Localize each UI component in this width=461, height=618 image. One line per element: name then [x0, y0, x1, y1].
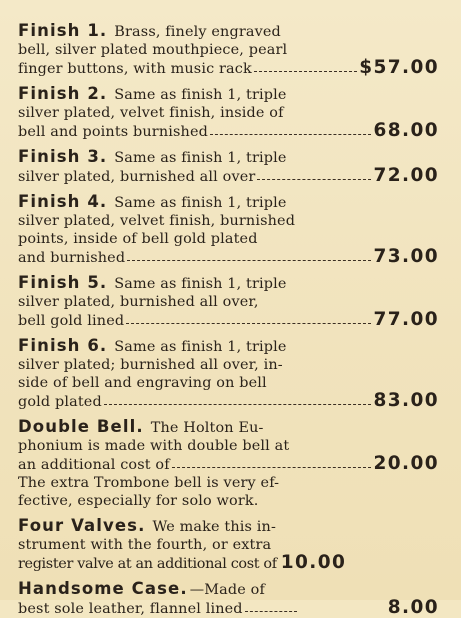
dotted-leader	[127, 260, 371, 261]
price: $57.00	[359, 57, 439, 78]
entry-text: The extra Trombone bell is very ef-	[18, 475, 280, 491]
entry-text: best sole leather, flannel lined	[18, 601, 243, 617]
entry-text: Same as finish 1, triple	[114, 195, 287, 211]
price: 8.00	[387, 597, 439, 618]
entry-text: We make this in-	[152, 519, 276, 535]
entry-text: silver plated, burnished all over	[18, 169, 256, 185]
dotted-leader	[210, 134, 371, 135]
price: 20.00	[373, 453, 439, 474]
dotted-leader	[257, 179, 371, 180]
entry-finish-3	[18, 148, 439, 186]
entry-text: bell and points burnished	[18, 124, 208, 140]
entry-text: and burnished	[18, 250, 126, 266]
price: 10.00	[280, 552, 347, 573]
entry-heading: Finish 3.	[18, 147, 108, 166]
dotted-leader	[254, 71, 357, 72]
entry-finish-1	[18, 22, 439, 78]
entry-heading: Finish 4.	[18, 192, 108, 211]
entry-heading: Finish 2.	[18, 84, 108, 103]
price: 68.00	[373, 120, 439, 141]
entry-text: side of bell and engraving on bell	[18, 375, 267, 391]
entry-text: —Made of	[189, 582, 265, 598]
entry-handsome-case	[18, 580, 439, 618]
entry-text: silver plated, velvet finish, burnished	[18, 213, 296, 229]
entry-text: phonium is made with double bell at	[18, 438, 290, 454]
entry-double-bell	[18, 418, 439, 510]
entry-text: register valve at an additional cost of	[18, 556, 277, 572]
entry-text: silver plated, burnished all over,	[18, 294, 259, 310]
dotted-leader	[126, 323, 371, 324]
dotted-leader	[245, 611, 297, 612]
entry-text: silver plated; burnished all over, in-	[18, 357, 283, 373]
entry-heading: Finish 1.	[18, 21, 108, 40]
entry-text: The Holton Eu-	[150, 420, 264, 436]
dotted-leader	[172, 467, 372, 468]
entry-text: Same as finish 1, triple	[114, 339, 287, 355]
entry-text: bell gold lined	[18, 313, 125, 329]
entry-text: Same as finish 1, triple	[114, 276, 287, 292]
entry-text: bell, silver plated mouthpiece, pearl	[18, 42, 288, 58]
entry-text: strument with the fourth, or extra	[18, 537, 272, 553]
entry-text: points, inside of bell gold plated	[18, 231, 258, 247]
entry-text: gold plated	[18, 394, 102, 410]
entry-text: fective, especially for solo work.	[18, 493, 259, 509]
entry-text: finger buttons, with music rack	[18, 61, 252, 77]
entry-text: silver plated, velvet finish, inside of	[18, 105, 284, 121]
entry-four-valves	[18, 517, 439, 573]
entry-finish-5	[18, 274, 439, 330]
entry-finish-2	[18, 85, 439, 141]
price: 73.00	[373, 246, 439, 267]
entry-heading: Finish 5.	[18, 273, 108, 292]
entry-heading: Finish 6.	[18, 336, 108, 355]
entry-heading: Double Bell.	[18, 417, 144, 436]
entry-text: Same as finish 1, triple	[114, 150, 287, 166]
entry-finish-6	[18, 337, 439, 411]
entry-text: an additional cost of	[18, 457, 170, 473]
price: 83.00	[373, 390, 439, 411]
entry-text: Brass, finely engraved	[114, 24, 281, 40]
entry-finish-4	[18, 193, 439, 267]
price: 77.00	[373, 309, 439, 330]
dotted-leader	[104, 404, 372, 405]
entry-text: Same as finish 1, triple	[114, 87, 287, 103]
entry-heading: Four Valves.	[18, 516, 146, 535]
price: 72.00	[373, 165, 439, 186]
entry-heading: Handsome Case.	[18, 579, 188, 598]
